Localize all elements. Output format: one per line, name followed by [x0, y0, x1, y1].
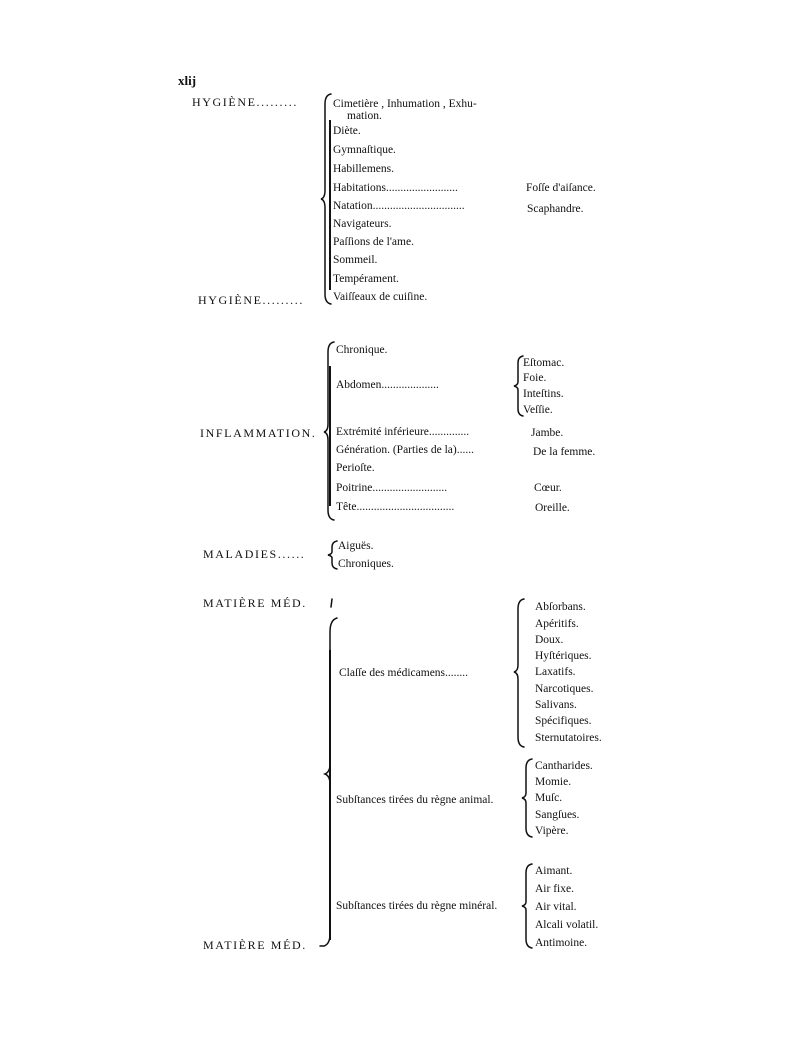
hygiene-item: Gymnaſtique.	[333, 144, 396, 156]
hygiene-rule	[329, 120, 331, 290]
classe-item: Spécifiques.	[535, 715, 592, 727]
animal-item: Sangſues.	[535, 809, 580, 821]
mineral-item: Air fixe.	[535, 883, 574, 895]
classe-item: Doux.	[535, 634, 564, 646]
hygiene-item: Cimetière , Inhumation , Exhu-	[333, 98, 477, 110]
inflammation-item: Perioſte.	[336, 462, 375, 474]
hygiene-item: Navigateurs.	[333, 218, 392, 230]
animal-item: Muſc.	[535, 792, 563, 804]
inflammation-item: Génération. (Parties de la)......	[336, 444, 474, 456]
inflammation-item: Tête..................................	[336, 501, 455, 513]
matiere-category: Subſtances tirées du règne minéral.	[336, 900, 498, 912]
inflammation-subitem: Oreille.	[535, 502, 570, 514]
hygiene-item: Paſſions de l'ame.	[333, 236, 414, 248]
mineral-brace	[521, 862, 535, 950]
inflammation-item: Chronique.	[336, 344, 388, 356]
matiere-heading: MATIÈRE MÉD.	[203, 596, 307, 610]
matiere-category: Claſſe des médicamens........	[339, 667, 469, 679]
classe-item: Hyſtériques.	[535, 650, 592, 662]
hygiene-item: Diète.	[333, 125, 361, 137]
inflammation-item: Extrémité inférieure..............	[336, 426, 470, 438]
inflammation-rule	[329, 366, 331, 506]
hygiene-subitem: Foſſe d'aiſance.	[526, 182, 596, 194]
hygiene-item: Sommeil.	[333, 254, 378, 266]
mineral-item: Aimant.	[535, 865, 573, 877]
inflammation-item: Poitrine..........................	[336, 482, 448, 494]
matiere-category: Subſtances tirées du règne animal.	[336, 794, 494, 806]
inflammation-item: Abdomen....................	[336, 379, 439, 391]
classe-item: Apéritifs.	[535, 618, 579, 630]
animal-item: Vipère.	[535, 825, 569, 837]
matiere-heading-bottom: MATIÈRE MÉD.	[203, 938, 307, 952]
inflammation-subitem: Cœur.	[534, 482, 562, 494]
hygiene-heading: HYGIÈNE.........	[192, 95, 298, 109]
maladies-item: Aiguës.	[338, 540, 374, 552]
maladies-item: Chroniques.	[338, 558, 394, 570]
classe-item: Laxatifs.	[535, 666, 576, 678]
abdomen-subitem: Foie.	[523, 372, 547, 384]
matiere-rule	[329, 650, 331, 940]
inflammation-heading: INFLAMMATION.	[200, 426, 317, 440]
maladies-heading: MALADIES......	[203, 547, 306, 561]
hygiene-item: Natation................................	[333, 200, 465, 212]
inflammation-subitem: De la femme.	[533, 446, 596, 458]
abdomen-subitem: Inteſtins.	[523, 388, 564, 400]
page-number: xlij	[178, 73, 197, 88]
animal-item: Cantharides.	[535, 760, 593, 772]
animal-brace	[521, 757, 535, 839]
hygiene-item: Habillemens.	[333, 163, 394, 175]
abdomen-subitem: Veſſie.	[523, 404, 553, 416]
classe-item: Abſorbans.	[535, 601, 586, 613]
classe-item: Sternutatoires.	[535, 732, 602, 744]
hygiene-item: mation.	[347, 110, 382, 122]
classe-item: Salivans.	[535, 699, 577, 711]
abdomen-subitem: Eſtomac.	[523, 357, 565, 369]
hygiene-subitem: Scaphandre.	[527, 203, 584, 215]
hygiene-item: Vaiſſeaux de cuiſine.	[333, 291, 428, 303]
mineral-item: Air vital.	[535, 901, 577, 913]
hygiene-item: Tempérament.	[333, 273, 399, 285]
hygiene-brace	[320, 92, 334, 306]
hygiene-heading-bottom: HYGIÈNE.........	[198, 293, 304, 307]
hygiene-item: Habitations.........................	[333, 182, 458, 194]
classe-item: Narcotiques.	[535, 683, 594, 695]
mineral-item: Alcali volatil.	[535, 919, 599, 931]
animal-item: Momie.	[535, 776, 572, 788]
classe-brace	[513, 597, 527, 749]
mineral-item: Antimoine.	[535, 937, 588, 949]
inflammation-subitem: Jambe.	[531, 427, 564, 439]
